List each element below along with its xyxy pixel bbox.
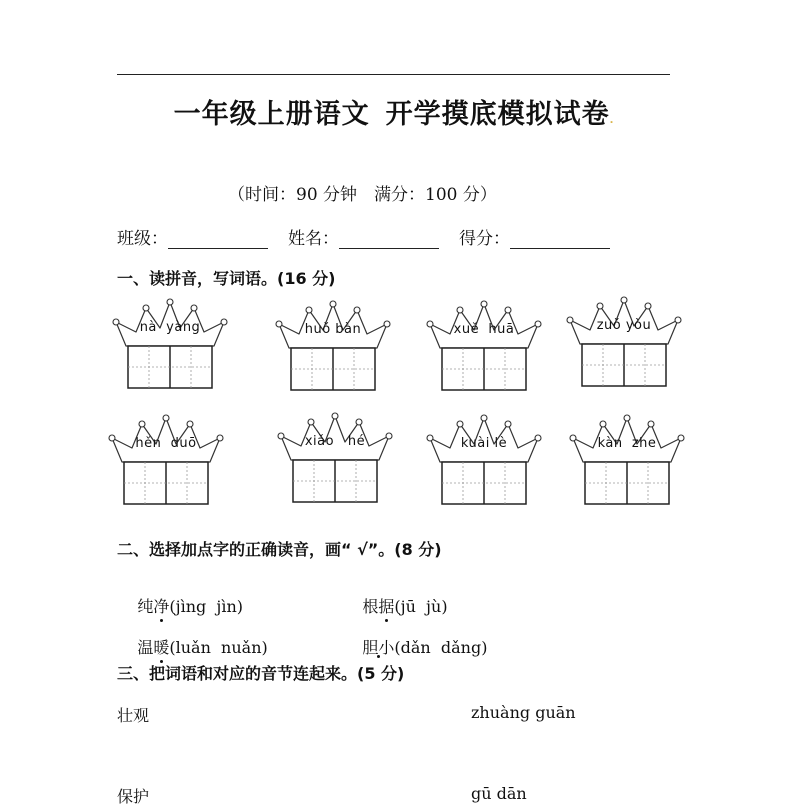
writing-grid[interactable] xyxy=(128,346,212,388)
crown-pinyin: nà yàng xyxy=(139,320,201,335)
crown-pinyin: kuài lè xyxy=(460,436,508,451)
section-1-heading: 一、读拼音，写词语。(16 分) xyxy=(117,269,336,288)
score-field[interactable] xyxy=(510,230,610,249)
writing-grid[interactable] xyxy=(442,348,526,390)
match-syllable[interactable]: zhuàng guān xyxy=(471,703,576,722)
crown-pinyin: huǒ bàn xyxy=(304,322,362,337)
crown-pinyin: hěn duō xyxy=(135,436,197,451)
match-syllable[interactable]: gū dān xyxy=(471,784,527,803)
class-label: 班级： xyxy=(117,229,168,249)
dotted-char: 暖 xyxy=(153,635,169,658)
match-word[interactable]: 保护 xyxy=(117,787,150,806)
pinyin-crown-box xyxy=(565,414,689,520)
pinyin-crown-box xyxy=(104,414,228,520)
student-info xyxy=(117,224,630,249)
writing-grid[interactable] xyxy=(442,462,526,504)
crown-pinyin: xiǎo hé xyxy=(304,434,366,449)
crown-pinyin: xuě huā xyxy=(453,322,515,337)
reading-item: 根据(jū jù) xyxy=(342,575,448,636)
pinyin-crown-box xyxy=(108,298,232,404)
writing-grid[interactable] xyxy=(293,460,377,502)
pinyin-crown-box xyxy=(271,300,395,406)
page-title xyxy=(0,92,788,131)
reading-options[interactable]: (jū jù) xyxy=(394,597,448,616)
writing-grid[interactable] xyxy=(124,462,208,504)
name-field[interactable] xyxy=(339,230,439,249)
reading-item: 纯净(jìng jìn) xyxy=(117,575,243,636)
pinyin-crown-box xyxy=(273,412,397,518)
pinyin-crown-box xyxy=(562,296,686,402)
dotted-char: 据 xyxy=(378,594,394,617)
pinyin-crown-box xyxy=(422,414,546,520)
match-word[interactable]: 壮观 xyxy=(117,706,150,725)
crown-pinyin: kàn zhe xyxy=(597,436,657,451)
title-part-2: 开学摸底模拟试卷 xyxy=(385,99,610,130)
dotted-char: 净 xyxy=(153,594,169,617)
pinyin-crown-box xyxy=(422,300,546,406)
writing-grid[interactable] xyxy=(582,344,666,386)
writing-grid[interactable] xyxy=(585,462,669,504)
reading-item: 温暖(luǎn nuǎn) xyxy=(117,616,268,677)
reading-options[interactable]: (luǎn nuǎn) xyxy=(169,638,268,657)
section-3-heading: 三、把词语和对应的音节连起来。(5 分) xyxy=(117,664,405,683)
exam-meta: （时间：90 分钟 满分：100 分） xyxy=(228,185,497,205)
title-part-1: 一年级上册语文 xyxy=(173,99,370,130)
title-dot: . xyxy=(609,115,615,126)
reading-item: 胆小(dǎn dǎng) xyxy=(362,638,488,657)
section-2-heading: 二、选择加点字的正确读音，画“ √”。(8 分) xyxy=(117,540,442,559)
reading-options[interactable]: (dǎn dǎng) xyxy=(394,638,488,657)
top-rule xyxy=(117,74,670,75)
writing-grid[interactable] xyxy=(291,348,375,390)
crown-pinyin: zuǒ yòu xyxy=(596,318,652,333)
class-field[interactable] xyxy=(168,230,268,249)
name-label: 姓名： xyxy=(288,229,339,249)
score-label: 得分： xyxy=(459,229,510,249)
reading-options[interactable]: (jìng jìn) xyxy=(169,597,244,616)
